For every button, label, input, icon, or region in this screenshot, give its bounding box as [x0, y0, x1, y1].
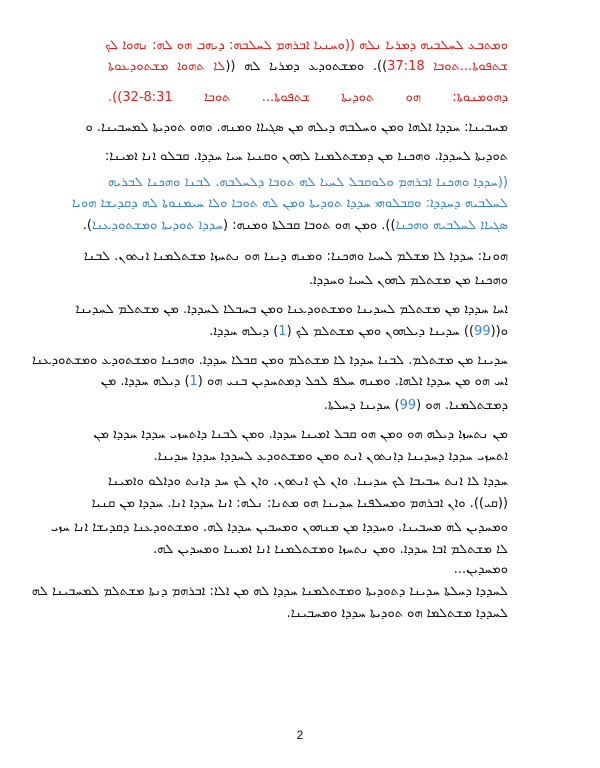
text-segment: ܘܡܚܕܝܢ ܠܗ ܡܚܒܝܢܐ. ܘܚܕܕܐ ܡܢ ܡܢܗܘܢ ܘܡܚܒܝܢ ܚܕܕܐ ܠܗ. ܘܡܫܬܘܕܥܢܐ ܕܩܕܝܫܐ ܐܢܐ ܚܙܝ	[50, 520, 508, 535]
text-segment: ).	[82, 218, 92, 233]
text-line	[100, 372, 508, 392]
text-segment: ((ܚܕܕܐ ܘܗܟܢܐ ܐܒܪܗܡ ܘܠܘܩܒܠ ܠܚܝܐ ܠܗ ܬܘܒܐ ܕܠܚܠܒܗ. ܠܒܢܐ ܘܗܟܢܐ ܠܒܪܝܗ	[108, 175, 508, 190]
text-line	[104, 36, 508, 56]
text-line	[71, 194, 508, 214]
text-segment: ) ܚܕܝܢܐ ܕܚܠܬܐ.	[323, 398, 400, 413]
text-segment: ܠܐ ܡܫܬܠܡ ܐܒܐ ܚܕܕܐ. ܘܡܢ ܢܬܚܙܐ ܘܡܫܬܠܡܢܐ ܐܢܐ ܐܡܝܢܐ ܘܡܚܕܝܢ ܠܗ.	[153, 542, 508, 557]
text-segment: )). ܘܡܢ ܗܘ ܬܘܒܐ ܩܒܠܬܐ ܘܡܢܗ: (	[222, 218, 396, 233]
text-line	[93, 425, 508, 445]
text-segment: ܣܓܝܐܐ ܠܚܠܒܝܗ ܘܗܟܢܐ	[395, 218, 508, 233]
text-segment: ܠܚܕܕܐ ܡܫܬܠܡܐ ܗܘ ܬܘܕܝܬܐ ܚܕܕܐ ܘܡܚܒܝܢܐ.	[286, 606, 508, 621]
text-line	[108, 173, 508, 193]
text-line	[31, 582, 508, 602]
text-segment: ܕܗܘܡܢܘܬܐ: ܗܘ ܬܘܕܝܬܐ ܫܬܦܘܬܐ... ܬܘܒܐ 8:31-32)).	[108, 90, 508, 105]
text-segment: ܐܚܐ ܚܕܕܐ ܡܢ ܡܫܬܠܡ ܠܚܕܝܢܐ ܘܡܫܬܘܕܥܢܐ ܘܡܢ ܒܚܒܠܐ ܠܚܕܕܐ. ܡܢ ܡܫܬܠܡ ܠܚܕܝܢܐ	[75, 302, 508, 317]
text-segment: ܠܚܕܕܐ ܕܚܠܬܐ ܚܕܝܢܐ ܕܬܘܕܝܬܐ ܘܡܫܬܠܡܢܐ ܚܕܕܐ ܠܗ ܡܢ ܐܠܐ: ܐܒܪܗܡ ܕܢܬܐ ܡܫܬܠܡ ܠܡܚܒܝܢܐ ܠܗ	[31, 584, 508, 599]
text-segment: 99	[399, 398, 417, 413]
text-line	[32, 351, 508, 371]
text-line	[108, 88, 508, 108]
text-segment: ܚܕܝܢܐ ܡܢ ܡܫܬܠܡ. ܠܒܢܐ ܚܕܕܐ ܠܐ ܡܫܬܠܡ ܘܡܢ ܩܒܠܐ ܚܕܕܐ. ܘܗܟܢܐ ܘܡܫܬܘܕܥ ܘܡܫܬܘܕܥܢܐ	[32, 353, 508, 368]
text-line	[83, 247, 508, 267]
text-segment: ܐܬܚܙܝ ܚܕܕܐ ܕܚܕܝܢܐ ܕܐܢܬܘܢ ܐܢܬ ܘܡܢ ܘܡܫܬܘܕܥ ܠܚܕܕܐ ܚܕܕܐ ܚܕܝܢܐ.	[153, 449, 508, 464]
page-number: 2	[296, 728, 304, 742]
text-segment: 1	[189, 374, 198, 389]
text-segment: ܫܬܦܘܬܐ...ܬܘܒܐ 37:18	[387, 59, 508, 74]
text-segment: )) ܚܕܝܢܐ ܕܝܠܗܘܢ ܘܡܢ ܡܫܬܠܡ ܠܟ (	[286, 324, 475, 339]
text-segment: 1	[278, 324, 287, 339]
text-segment: ܗܘܢܐ: ܚܕܕܐ ܠܐ ܡܫܠܡ ܠܚܝܐ ܘܗܟܢܐ: ܘܡܢܗ ܕܝܢܐ ܗܘ ܢܬܚܙܐ ܡܫܬܠܡܢܐ ܐܢܬܘܢ. ܠܒܢܐ	[83, 249, 508, 264]
text-segment: ܠܐ ܬܗܘܐ ܡܫܬܘܕܥܘܬܐ	[108, 59, 226, 74]
text-line	[108, 271, 508, 291]
text-segment: ܡܚܒܝܢܐ: ܚܕܕܐ ܐܠܗܐ ܘܡܢ ܘܚܠܒܗ ܕܝܠܗ ܡܢ ܣܓܝܐܐ ܘܡܢܗ. ܘܗܘ ܬܘܕܝܬܐ ܠܡܚܒܝܢܐ. ܘ	[85, 120, 508, 135]
text-segment: ܕܡܫܬܠܡܢܐ. ܗܘ (	[416, 398, 508, 413]
text-segment: ܠܚܠܒܝܗ ܕܚܕܕܐ: ܘܩܒܠܘܗܝ ܚܕܕܐ ܬܘܕܝܬܐ ܘܡܢ ܠܗ ܬܘܒܐ ܘܠܐ ܚܝܡܢܘܬܐ ܠܗ ܕܩܕܝܫܐ ܗܘܝܐ	[71, 196, 508, 211]
text-segment: ) ܕܝܠܗ ܚܕܕܐ.	[209, 324, 279, 339]
text-line	[108, 57, 508, 77]
text-segment: ((ܩܝ)). ܘܐܢ ܐܒܪܗܡ ܘܡܚܠܦܢܐ ܚܕܝܢܐ ܗܘ ܡܬܢܐ: ܢܠܗ: ܐܢܐ ܚܕܕܐ ܐܢܐ. ܚܕܕܐ ܡܢ ܩܢܝܐ	[91, 496, 508, 511]
text-line	[82, 216, 508, 236]
text-segment: ܐܚ ܗܘ ܡܢ ܚܕܕܐ ܐܠܗܐ. ܘܡܢܗ ܚܠܦ ܠܟܠ ܕܡܬܚܕܝܢ ܒܢܝ ܗܘ (	[197, 374, 508, 389]
text-line	[50, 518, 508, 538]
text-segment: )). ܘܡܫܬܘܕܥ ܕܡܪܝܐ ܠܗ ((	[225, 59, 388, 74]
text-line	[108, 472, 508, 492]
text-line	[108, 560, 508, 580]
text-segment: ܬܘܕܝܬܐ ܠܚܕܕܐ. ܘܗܟܢܐ ܡܢ ܕܡܫܬܠܡܢܐ ܠܗܘܢ ܘܩܢܝܐ ܚܝܐ ܚܕܕܐ. ܩܒܠܘ ܐܢܐ ܐܡܝܢܐ:	[104, 149, 508, 164]
text-line	[75, 300, 508, 320]
text-segment: ܘܡܬܒܥ ܠܚܠܒܝܗ ܕܡܪܝܐ ܢܠܗ ((ܘܚܢܝܐ ܐܒܪܗܡ ܠܚܠܒܗ: ܕܝܗܒ ܗܘ ܠܗ: ܢܗܘܐ ܠܟ	[104, 38, 508, 53]
text-segment: ܘܗܟܢܐ ܡܢ ܡܫܬܠܡ ܠܗܘܢ ܠܚܝܐ ܘܚܕܕܐ.	[308, 273, 508, 288]
text-line	[108, 322, 508, 342]
text-segment: ܘܡܚܕܝܢ...	[453, 562, 508, 577]
text-segment: ܡܢ ܢܬܚܙܐ ܕܝܠܗ ܗܘ ܘܡܢ ܗܘ ܩܒܠ ܐܡܝܢܐ ܚܕܕܐ. ܘܡܢ ܠܒܢܐ ܕܐܬܚܙܝ ܚܕܕܐ ܚܕܕܐ ܡܢ	[93, 427, 508, 442]
text-segment: ܚܕܕܐ ܬܘܕܝܬܐ ܘܡܫܬܘܕܥܢܐ	[91, 218, 223, 233]
text-line	[108, 604, 508, 624]
text-segment: ܚܕܕܐ ܠܐ ܐܢܬ ܚܒܝܒܐ ܠܟ ܚܕܝܢܐ. ܘܐܢ ܠܟ ܐܢܬܘܢ. ܘܐܢ ܠܟ ܚܕ ܕܐܢܬ ܘܕܐܠܘ ܘܐܡܝܢܐ	[108, 474, 508, 489]
text-segment: 99	[474, 324, 491, 339]
text-line	[91, 494, 508, 514]
text-line	[108, 540, 508, 560]
text-segment: ܘ((	[490, 324, 508, 339]
text-line	[85, 118, 508, 138]
text-line	[104, 147, 508, 167]
text-line	[108, 396, 508, 416]
text-segment: ) ܕܝܠܗ ܚܕܕܐ. ܡܢ	[100, 374, 190, 389]
text-line	[108, 447, 508, 467]
